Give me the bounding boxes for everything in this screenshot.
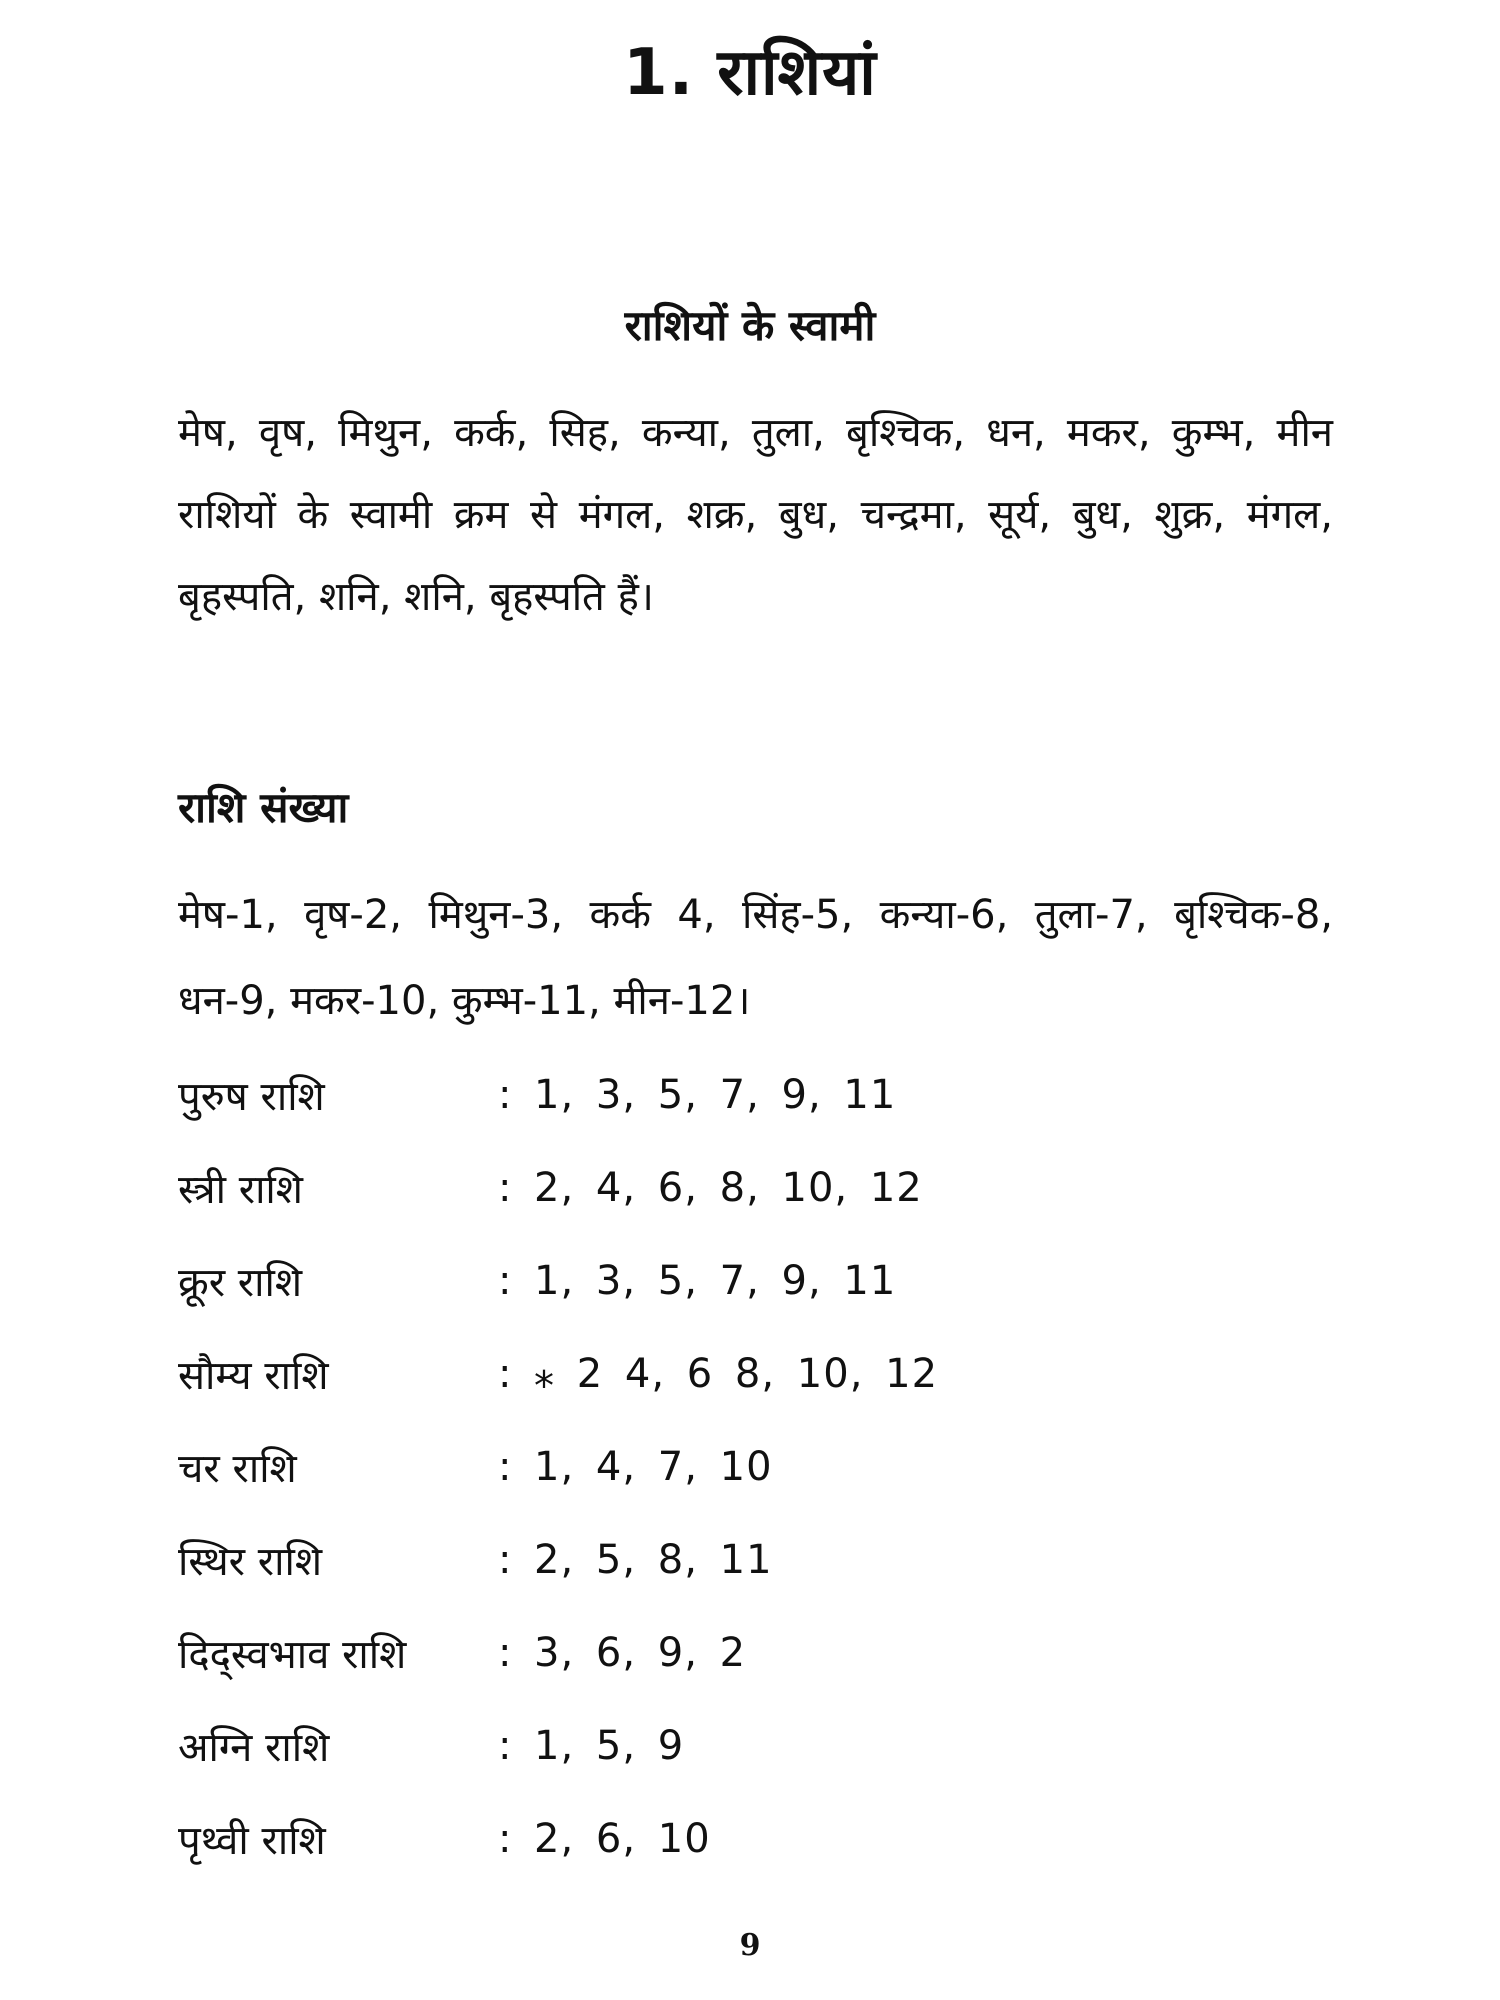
paragraph-numbers: मेष-1, वृष-2, मिथुन-3, कर्क 4, सिंह-5, कन्या-6, तुला-7, बृश्चिक-8, धन-9, मकर-10, कुम्भ-11, मीन-12। xyxy=(178,892,1333,1024)
classification-label: चर राशि xyxy=(178,1446,297,1492)
section-heading-lords: राशियों के स्वामी xyxy=(624,301,876,350)
classification-label: दिद्स्वभाव राशि xyxy=(178,1632,407,1678)
classification-label: अग्नि राशि xyxy=(178,1725,330,1771)
classification-values: 2, 4, 6, 8, 10, 12 xyxy=(534,1164,923,1211)
paragraph-lords: मेष, वृष, मिथुन, कर्क, सिह, कन्या, तुला, बृश्चिक, धन, मकर, कुम्भ, मीन राशियों के स्वामी क्रम से मंगल, शक्र, बुध, चन्द्रमा, सूर्य, बुध, शुक्र, मंगल, बृहस्पति, शनि, शनि, बृहस्पति हैं। xyxy=(178,410,1333,620)
classification-values: 2, 6, 10 xyxy=(534,1815,711,1862)
classification-colon: : xyxy=(498,1350,512,1397)
classification-values: 2, 5, 8, 11 xyxy=(534,1536,773,1583)
classification-colon: : xyxy=(498,1164,512,1211)
classification-values: ⁎ 2 4, 6 8, 10, 12 xyxy=(534,1350,939,1397)
classification-row xyxy=(178,1606,1078,1699)
classification-values: 1, 4, 7, 10 xyxy=(534,1443,773,1490)
classification-label: स्त्री राशि xyxy=(178,1167,303,1213)
classification-row xyxy=(178,1141,1078,1234)
classification-label: पृथ्वी राशि xyxy=(178,1818,326,1864)
chapter-title: 1. राशियां xyxy=(623,36,877,110)
classification-row xyxy=(178,1699,1078,1792)
section-heading-numbers: राशि संख्या xyxy=(178,783,349,832)
classification-label: पुरुष राशि xyxy=(178,1074,325,1120)
classification-values: 1, 3, 5, 7, 9, 11 xyxy=(534,1257,897,1304)
classification-values: 3, 6, 9, 2 xyxy=(534,1629,747,1676)
classification-label: सौम्य राशि xyxy=(178,1353,329,1399)
classification-colon: : xyxy=(498,1815,512,1862)
classification-label: स्थिर राशि xyxy=(178,1539,323,1585)
classification-row xyxy=(178,1327,1078,1420)
classification-colon: : xyxy=(498,1071,512,1118)
classification-row xyxy=(178,1048,1078,1141)
classification-colon: : xyxy=(498,1257,512,1304)
classification-colon: : xyxy=(498,1443,512,1490)
classification-values: 1, 5, 9 xyxy=(534,1722,685,1769)
classification-row xyxy=(178,1234,1078,1327)
classification-row xyxy=(178,1792,1078,1885)
classification-label: क्रूर राशि xyxy=(178,1260,303,1306)
classification-colon: : xyxy=(498,1629,512,1676)
classification-row xyxy=(178,1420,1078,1513)
classification-colon: : xyxy=(498,1722,512,1769)
classification-colon: : xyxy=(498,1536,512,1583)
page-number: 9 xyxy=(739,1928,761,1963)
classification-list xyxy=(178,1048,1078,1885)
classification-values: 1, 3, 5, 7, 9, 11 xyxy=(534,1071,897,1118)
classification-row xyxy=(178,1513,1078,1606)
